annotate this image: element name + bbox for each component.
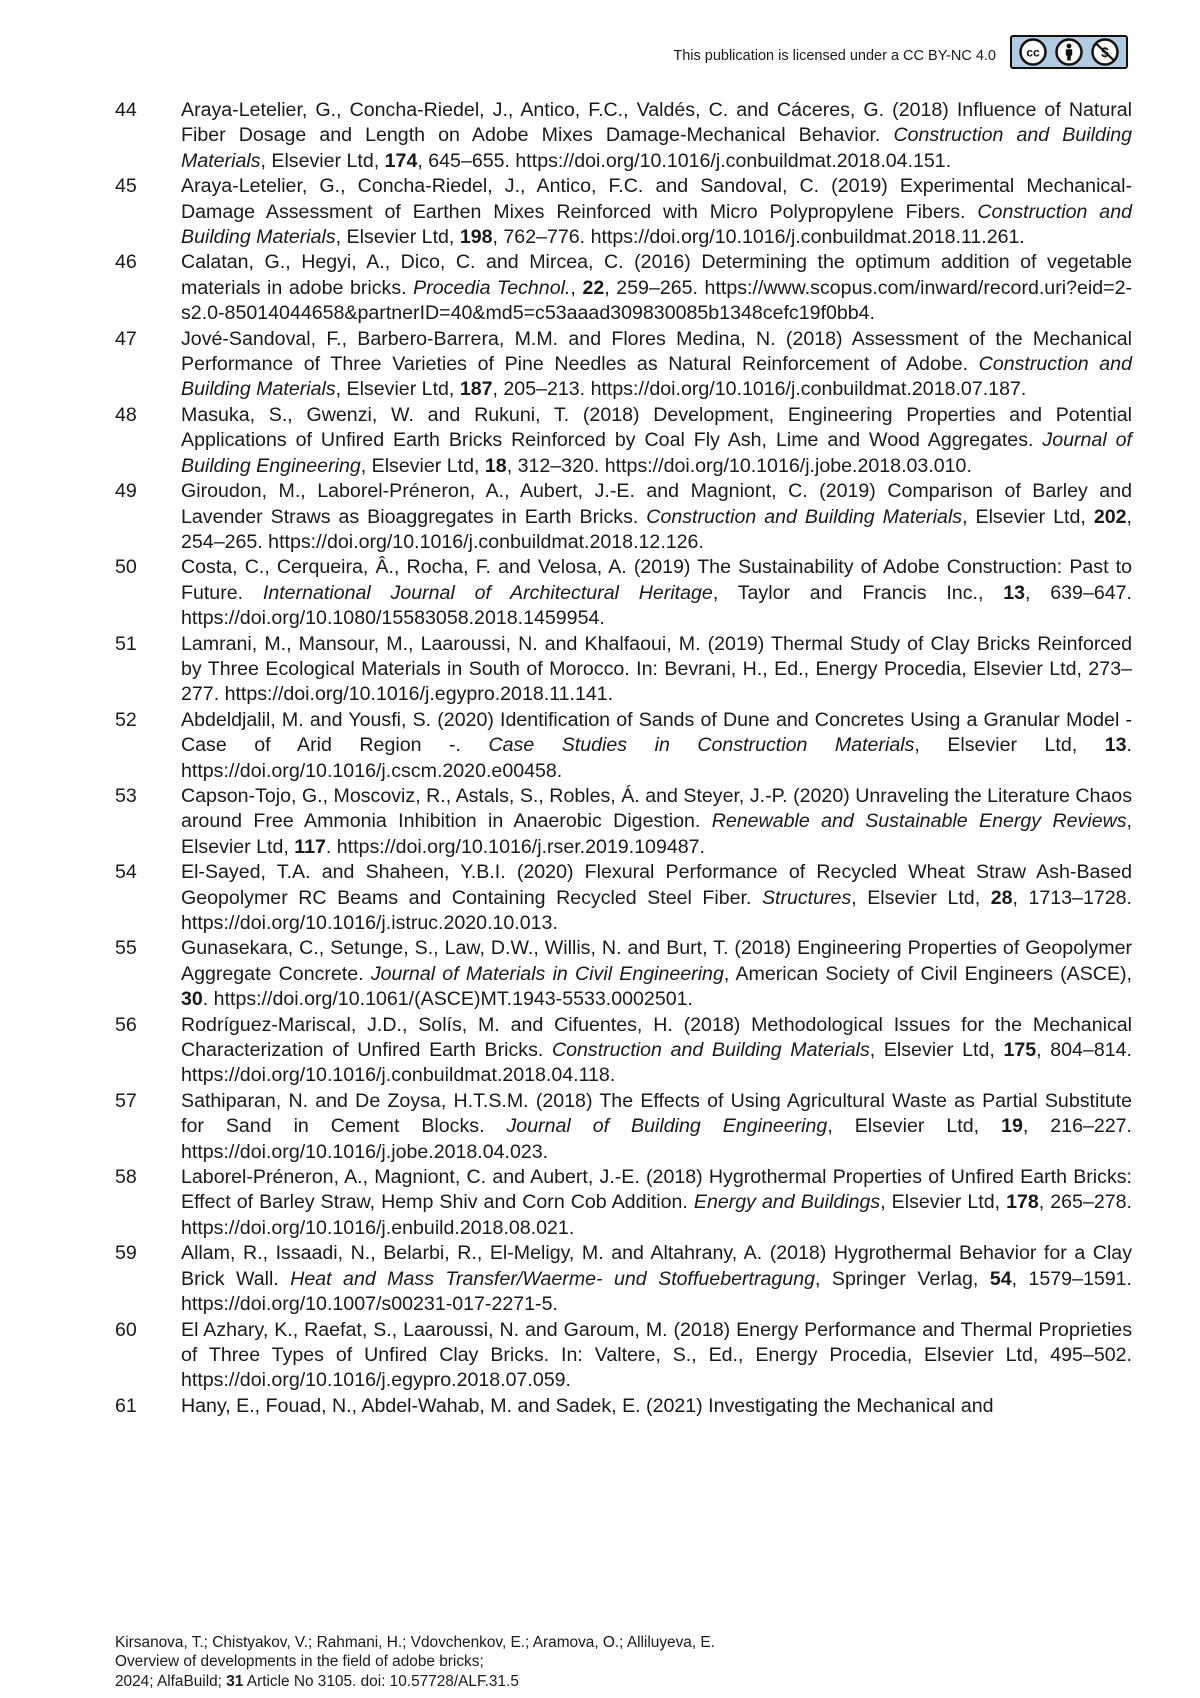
reference-text [181, 98, 1132, 174]
reference-item [115, 1089, 1132, 1165]
reference-item [115, 936, 1132, 1012]
reference-segment: , 804–814. https://doi.org/10.1016/j.conbuildmat.2018.04.118. [181, 1039, 1132, 1086]
reference-segment: , Elsevier Ltd, [870, 1039, 1004, 1061]
reference-item [115, 555, 1132, 631]
reference-segment: , 259–265. https://www.scopus.com/inward/record.uri?eid=2-s2.0-85014044658&partnerID=40&md5=c53aaad309830085b1348cefc19f0bb4. [181, 277, 1132, 324]
reference-text [181, 1165, 1132, 1241]
volume-number: 54 [990, 1268, 1012, 1290]
volume-number: 174 [385, 150, 418, 172]
reference-item [115, 174, 1132, 250]
reference-number: 54 [115, 860, 181, 936]
reference-list [115, 98, 1132, 1419]
journal-name: International Journal of Architectural Heritage [263, 582, 713, 604]
reference-segment: , Elsevier Ltd, [851, 887, 990, 909]
reference-segment: , American Society of Civil Engineers (ASCE), [724, 963, 1132, 985]
reference-number: 61 [115, 1394, 181, 1419]
reference-number: 60 [115, 1318, 181, 1394]
reference-text [181, 1089, 1132, 1165]
reference-segment: , 216–227. https://doi.org/10.1016/j.jobe.2018.04.023. [181, 1115, 1132, 1162]
footer-title: Overview of developments in the field of adobe bricks; [115, 1652, 715, 1671]
reference-text [181, 555, 1132, 631]
reference-segment: . https://doi.org/10.1016/j.cscm.2020.e00458. [181, 734, 1132, 781]
reference-text [181, 327, 1132, 403]
reference-segment: Abdeldjalil, M. and Yousfi, S. (2020) Identification of Sands of Dune and Concretes Using a Granular Model - Case of Arid Region -. [181, 709, 1132, 756]
reference-number: 56 [115, 1013, 181, 1089]
reference-segment: Sathiparan, N. and De Zoysa, H.T.S.M. (2018) The Effects of Using Agricultural Waste as Partial Substitute for Sand in Cement Blocks. [181, 1090, 1132, 1137]
page-footer [115, 1633, 715, 1691]
nc-dollar-icon [1091, 38, 1119, 66]
volume-number: 18 [485, 455, 507, 477]
reference-segment: , 265–278. https://doi.org/10.1016/j.enbuild.2018.08.021. [181, 1191, 1132, 1238]
reference-segment: , [570, 277, 582, 299]
reference-segment: , Elsevier Ltd, [914, 734, 1104, 756]
volume-number: 178 [1006, 1191, 1039, 1213]
reference-text [181, 403, 1132, 479]
reference-segment: Gunasekara, C., Setunge, S., Law, D.W., Willis, N. and Burt, T. (2018) Engineering Properties of Geopolymer Aggregate Concrete. [181, 937, 1132, 984]
reference-text [181, 250, 1132, 326]
reference-item [115, 708, 1132, 784]
reference-segment: , Elsevier Ltd, [880, 1191, 1006, 1213]
cc-license-badge[interactable] [1010, 35, 1128, 69]
volume-number: 202 [1094, 506, 1127, 528]
volume-number: 187 [460, 378, 493, 400]
reference-text [181, 632, 1132, 708]
volume-number: 19 [1001, 1115, 1023, 1137]
reference-item [115, 479, 1132, 555]
reference-number: 57 [115, 1089, 181, 1165]
journal-name: Heat and Mass Transfer/Waerme- und Stoffuebertragung [290, 1268, 815, 1290]
reference-number: 46 [115, 250, 181, 326]
reference-segment: Calatan, G., Hegyi, A., Dico, C. and Mircea, C. (2016) Determining the optimum addition of vegetable materials in adobe bricks. [181, 251, 1132, 298]
journal-name: Journal of Building Engineering [507, 1115, 828, 1137]
reference-segment: Araya-Letelier, G., Concha-Riedel, J., Antico, F.C. and Sandoval, C. (2019) Experimental Mechanical-Damage Assessment of Earthen Mixes Reinforced with Micro Polypropylene Fibers. [181, 175, 1132, 222]
reference-segment: El-Sayed, T.A. and Shaheen, Y.B.I. (2020) Flexural Performance of Recycled Wheat Straw Ash-Based Geopolymer RC Beams and Containing Recycled Steel Fiber. [181, 861, 1132, 908]
reference-segment: , Elsevier Ltd, [336, 226, 460, 248]
journal-name: Construction and Building Materials [181, 353, 1132, 400]
reference-segment: , Taylor and Francis Inc., [713, 582, 1003, 604]
reference-item [115, 1241, 1132, 1317]
reference-number: 55 [115, 936, 181, 1012]
reference-segment: Allam, R., Issaadi, N., Belarbi, R., El-Meligy, M. and Altahrany, A. (2018) Hygrothermal Behavior for a Clay Brick Wall. [181, 1242, 1132, 1289]
reference-text [181, 479, 1132, 555]
reference-number: 51 [115, 632, 181, 708]
by-person-icon [1055, 38, 1083, 66]
journal-name: Procedia Technol. [413, 277, 570, 299]
reference-item [115, 327, 1132, 403]
reference-item [115, 860, 1132, 936]
reference-text [181, 1013, 1132, 1089]
reference-item [115, 1318, 1132, 1394]
reference-number: 58 [115, 1165, 181, 1241]
reference-segment: , Elsevier Ltd, [261, 150, 385, 172]
cc-icon [1019, 38, 1047, 66]
journal-name: Renewable and Sustainable Energy Reviews [712, 810, 1127, 832]
reference-segment: , 645–655. https://doi.org/10.1016/j.conbuildmat.2018.04.151. [417, 150, 951, 172]
reference-item [115, 250, 1132, 326]
reference-number: 45 [115, 174, 181, 250]
footer-citation-suffix: Article No 3105. doi: 10.57728/ALF.31.5 [243, 1673, 519, 1690]
reference-item [115, 632, 1132, 708]
svg-text:cc: cc [1026, 46, 1040, 60]
reference-segment: , Elsevier Ltd, [962, 506, 1094, 528]
reference-item [115, 403, 1132, 479]
page-header [673, 34, 1128, 70]
reference-item [115, 1394, 1132, 1419]
reference-text [181, 784, 1132, 860]
reference-text [181, 174, 1132, 250]
volume-number: 30 [181, 988, 203, 1010]
reference-segment: , 639–647. https://doi.org/10.1080/15583058.2018.1459954. [181, 582, 1132, 629]
reference-segment: Giroudon, M., Laborel-Préneron, A., Aubert, J.-E. and Magniont, C. (2019) Comparison of Barley and Lavender Straws as Bioaggregates in Earth Bricks. [181, 480, 1132, 527]
reference-item [115, 784, 1132, 860]
reference-number: 48 [115, 403, 181, 479]
journal-name: Energy and Buildings [694, 1191, 880, 1213]
volume-number: 13 [1105, 734, 1127, 756]
journal-name: Journal of Building Engineering [181, 429, 1132, 476]
reference-segment: Lamrani, M., Mansour, M., Laaroussi, N. and Khalfaoui, M. (2019) Thermal Study of Clay Bricks Reinforced by Three Ecological Materials in South of Morocco. In: Bevrani, H., Ed., Energy Procedia, Elsevier Ltd, 273–277. https://doi.org/10.1016/j.egypro.2018.11.141. [181, 633, 1132, 706]
reference-segment: , Elsevier Ltd, [361, 455, 485, 477]
volume-number: 117 [294, 836, 326, 858]
reference-segment: Masuka, S., Gwenzi, W. and Rukuni, T. (2018) Development, Engineering Properties and Potential Applications of Unfired Earth Bricks Reinforced by Coal Fly Ash, Lime and Wood Aggregates. [181, 404, 1132, 451]
journal-name: Journal of Materials in Civil Engineering [371, 963, 724, 985]
volume-number: 28 [991, 887, 1013, 909]
license-text: This publication is licensed under a CC BY-NC 4.0 [673, 48, 996, 64]
journal-name: Construction and Building Materials [181, 201, 1132, 248]
reference-segment: , 762–776. https://doi.org/10.1016/j.conbuildmat.2018.11.261. [493, 226, 1025, 248]
reference-number: 52 [115, 708, 181, 784]
reference-segment: , 1713–1728. https://doi.org/10.1016/j.istruc.2020.10.013. [181, 887, 1132, 934]
reference-text [181, 936, 1132, 1012]
reference-text [181, 1394, 1132, 1419]
reference-number: 44 [115, 98, 181, 174]
reference-segment: , Elsevier Ltd, [336, 378, 460, 400]
journal-name: Construction and Building Materials [181, 124, 1132, 171]
reference-segment: Rodríguez-Mariscal, J.D., Solís, M. and Cifuentes, H. (2018) Methodological Issues for the Mechanical Characterization of Unfired Earth Bricks. [181, 1014, 1132, 1061]
reference-segment: , 254–265. https://doi.org/10.1016/j.conbuildmat.2018.12.126. [181, 506, 1132, 553]
reference-segment: El Azhary, K., Raefat, S., Laaroussi, N. and Garoum, M. (2018) Energy Performance and Thermal Proprieties of Three Types of Unfired Clay Bricks. In: Valtere, S., Ed., Energy Procedia, Elsevier Ltd, 495–502. https://doi.org/10.1016/j.egypro.2018.07.059. [181, 1319, 1132, 1392]
reference-segment: , Springer Verlag, [815, 1268, 990, 1290]
journal-name: Construction and Building Materials [646, 506, 962, 528]
reference-segment: Laborel-Préneron, A., Magniont, C. and Aubert, J.-E. (2018) Hygrothermal Properties of Unfired Earth Bricks: Effect of Barley Straw, Hemp Shiv and Corn Cob Addition. [181, 1166, 1132, 1213]
volume-number: 198 [460, 226, 493, 248]
reference-segment: , 1579–1591. https://doi.org/10.1007/s00231-017-2271-5. [181, 1268, 1132, 1315]
reference-segment: , 205–213. https://doi.org/10.1016/j.conbuildmat.2018.07.187. [493, 378, 1027, 400]
reference-text [181, 708, 1132, 784]
reference-item [115, 1013, 1132, 1089]
reference-segment: Jové-Sandoval, F., Barbero-Barrera, M.M. and Flores Medina, N. (2018) Assessment of the Mechanical Performance of Three Varieties of Pine Needles as Natural Reinforcement of Adobe. [181, 328, 1132, 375]
volume-number: 13 [1003, 582, 1025, 604]
reference-segment: . https://doi.org/10.1016/j.rser.2019.109487. [326, 836, 705, 858]
journal-name: Structures [762, 887, 851, 909]
reference-segment: Araya-Letelier, G., Concha-Riedel, J., Antico, F.C., Valdés, C. and Cáceres, G. (2018) Influence of Natural Fiber Dosage and Length on Adobe Mixes Damage-Mechanical Behavior. [181, 99, 1132, 146]
reference-segment: Hany, E., Fouad, N., Abdel-Wahab, M. and Sadek, E. (2021) Investigating the Mechanical and [181, 1395, 994, 1417]
reference-number: 59 [115, 1241, 181, 1317]
reference-number: 49 [115, 479, 181, 555]
volume-number: 175 [1003, 1039, 1036, 1061]
reference-number: 47 [115, 327, 181, 403]
footer-volume: 31 [226, 1673, 243, 1690]
reference-text [181, 1241, 1132, 1317]
footer-authors: Kirsanova, T.; Chistyakov, V.; Rahmani, H.; Vdovchenkov, E.; Aramova, O.; Alliluyeva, E. [115, 1633, 715, 1652]
reference-text [181, 1318, 1132, 1394]
footer-citation [115, 1672, 715, 1691]
reference-segment: , Elsevier Ltd, [827, 1115, 1001, 1137]
journal-name: Case Studies in Construction Materials [488, 734, 914, 756]
journal-name: Construction and Building Materials [552, 1039, 870, 1061]
volume-number: 22 [582, 277, 604, 299]
reference-segment: , Elsevier Ltd, [181, 810, 1132, 857]
reference-segment: , 312–320. https://doi.org/10.1016/j.jobe.2018.03.010. [507, 455, 972, 477]
reference-text [181, 860, 1132, 936]
reference-number: 53 [115, 784, 181, 860]
reference-number: 50 [115, 555, 181, 631]
reference-item [115, 98, 1132, 174]
reference-segment: Costa, C., Cerqueira, Â., Rocha, F. and Velosa, A. (2019) The Sustainability of Adobe Construction: Past to Future. [181, 556, 1132, 603]
reference-segment: Capson-Tojo, G., Moscoviz, R., Astals, S., Robles, Á. and Steyer, J.-P. (2020) Unraveling the Literature Chaos around Free Ammonia Inhibition in Anaerobic Digestion. [181, 785, 1132, 832]
footer-citation-prefix: 2024; AlfaBuild; [115, 1673, 226, 1690]
reference-item [115, 1165, 1132, 1241]
reference-segment: . https://doi.org/10.1061/(ASCE)MT.1943-5533.0002501. [203, 988, 693, 1010]
